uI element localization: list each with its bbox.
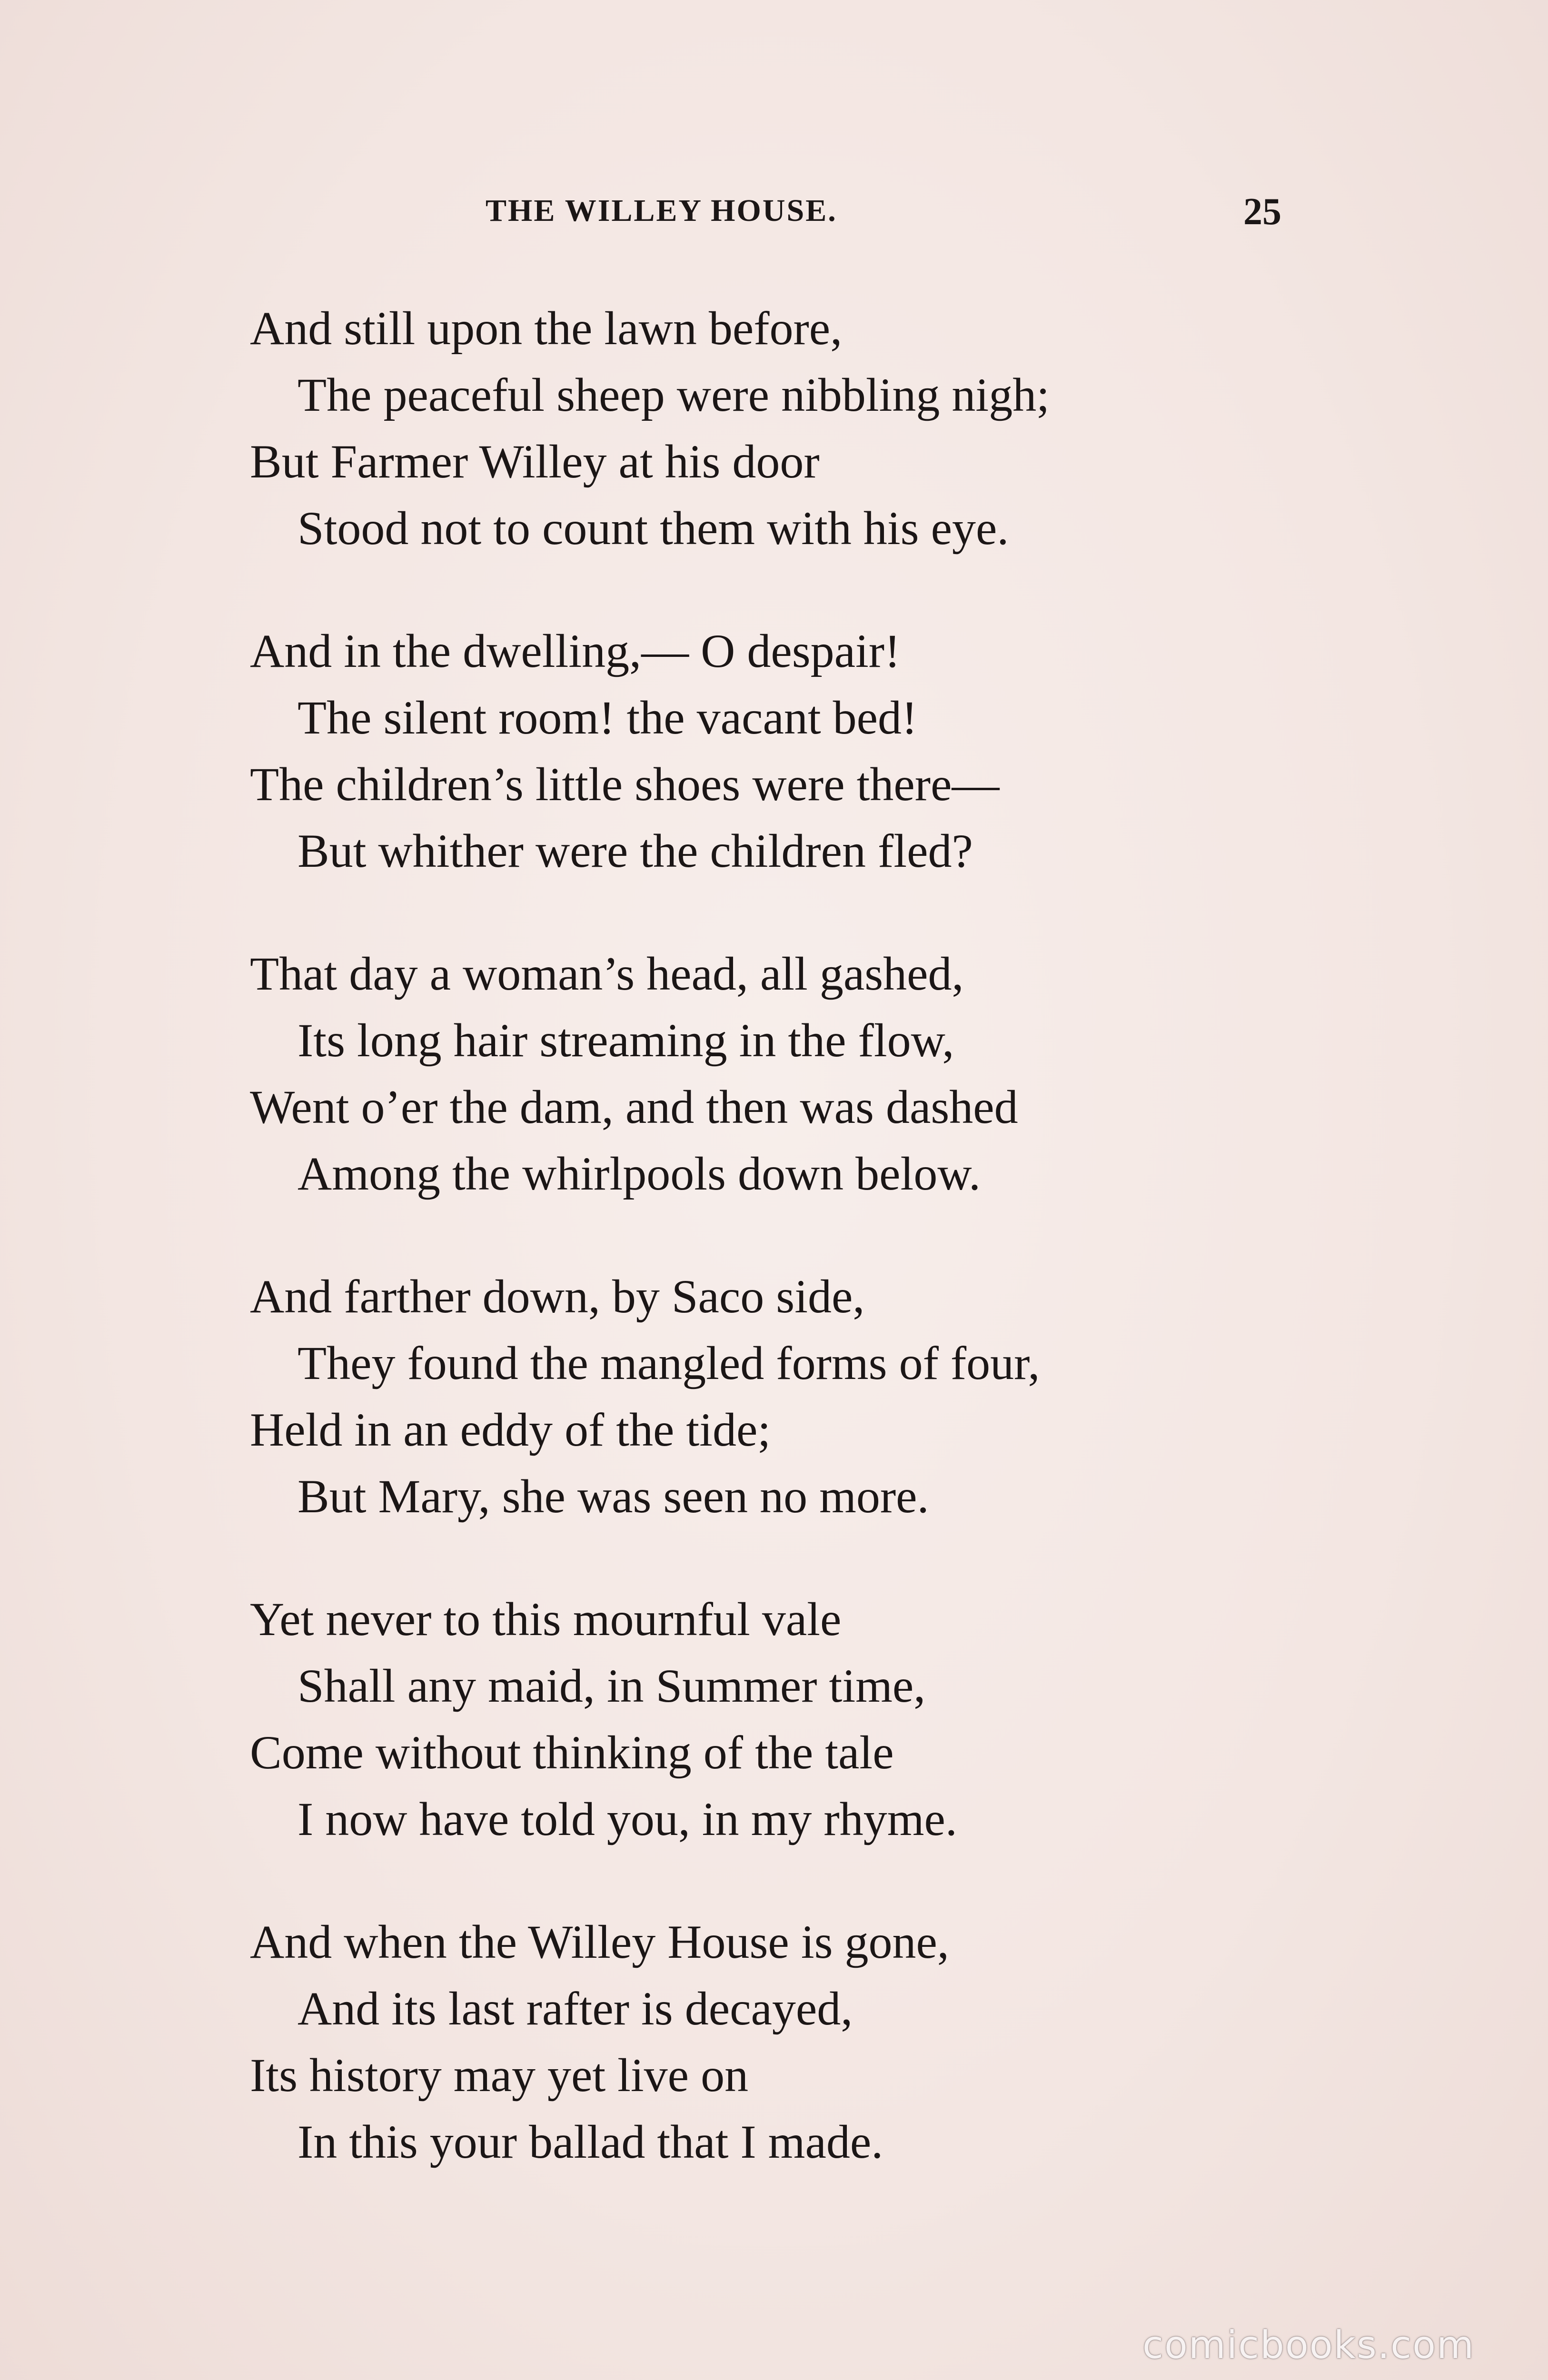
poem-line: Come without thinking of the tale bbox=[250, 1726, 894, 1779]
poem-line: Its long hair streaming in the flow, bbox=[298, 1014, 954, 1067]
poem-line: And when the Willey House is gone, bbox=[250, 1915, 949, 1968]
poem-line: And in the dwelling,— O despair! bbox=[250, 625, 901, 677]
poem-line: Went o’er the dam, and then was dashed bbox=[250, 1081, 1018, 1133]
poem-line: And farther down, by Saco side, bbox=[250, 1270, 865, 1323]
stanza-2 bbox=[250, 618, 1392, 884]
poem-line: They found the mangled forms of four, bbox=[298, 1337, 1040, 1389]
poem-body bbox=[250, 295, 1392, 2231]
stanza-1 bbox=[250, 295, 1392, 562]
poem-line: The silent room! the vacant bed! bbox=[298, 691, 918, 744]
poem-line: Stood not to count them with his eye. bbox=[298, 502, 1009, 555]
poem-line: Held in an eddy of the tide; bbox=[250, 1403, 771, 1456]
poem-line: That day a woman’s head, all gashed, bbox=[250, 947, 964, 1000]
poem-line: I now have told you, in my rhyme. bbox=[298, 1793, 957, 1845]
page-number: 25 bbox=[1243, 191, 1281, 233]
poem-line: But Mary, she was seen no more. bbox=[298, 1470, 929, 1523]
poem-line: Yet never to this mournful vale bbox=[250, 1593, 842, 1646]
poem-line: But Farmer Willey at his door bbox=[250, 435, 820, 488]
poem-line: In this your ballad that I made. bbox=[298, 2115, 883, 2168]
stanza-3 bbox=[250, 941, 1392, 1207]
poem-line: Shall any maid, in Summer time, bbox=[298, 1659, 926, 1712]
poem-line: Among the whirlpools down below. bbox=[298, 1147, 981, 1200]
stanza-4 bbox=[250, 1263, 1392, 1530]
stanza-6 bbox=[250, 1909, 1392, 2175]
poem-line: And still upon the lawn before, bbox=[250, 302, 843, 355]
running-header: THE WILLEY HOUSE. bbox=[486, 193, 837, 228]
poem-line: The peaceful sheep were nibbling nigh; bbox=[298, 368, 1050, 421]
poem-line: Its history may yet live on bbox=[250, 2049, 749, 2102]
poem-line: But whither were the children fled? bbox=[298, 824, 973, 877]
stanza-5 bbox=[250, 1586, 1392, 1853]
poem-line: And its last rafter is decayed, bbox=[298, 1982, 853, 2035]
watermark-logo: comicbooks.com bbox=[1142, 2323, 1475, 2367]
poem-line: The children’s little shoes were there— bbox=[250, 758, 1000, 811]
